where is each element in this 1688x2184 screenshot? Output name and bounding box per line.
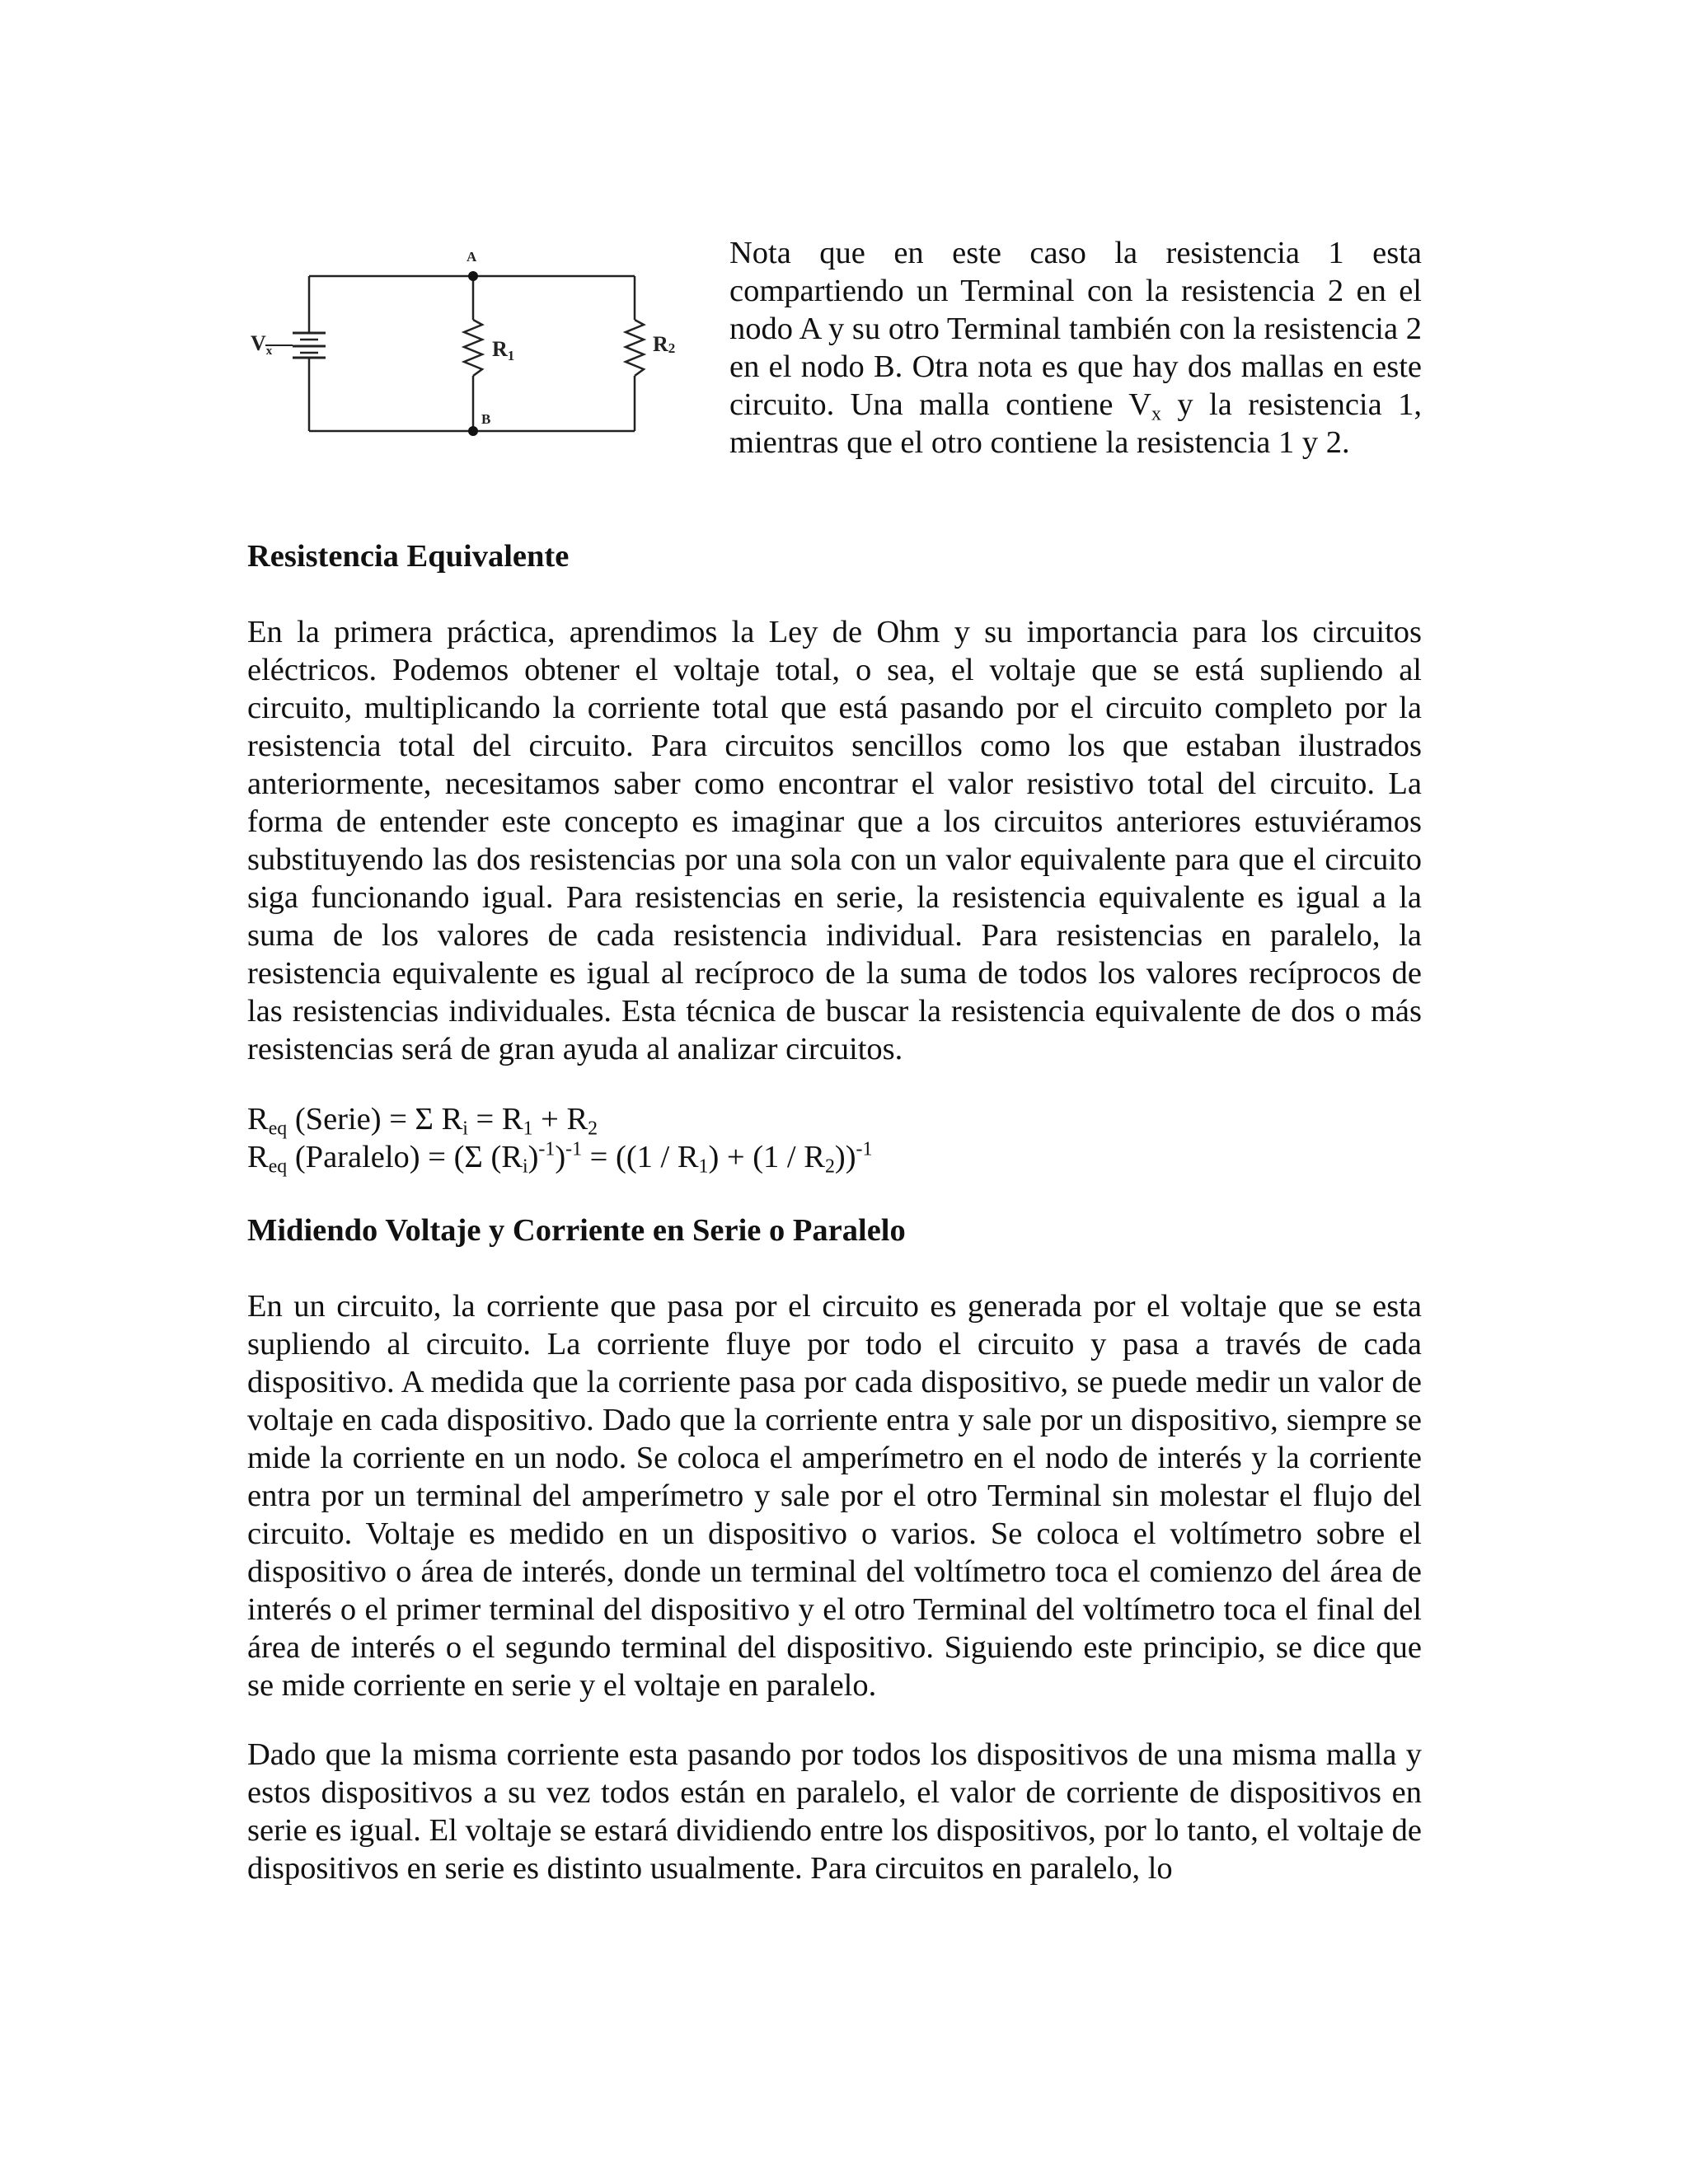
source-label: Vx: [251, 331, 273, 358]
paragraph-resistencia-equivalente: En la primera práctica, aprendimos la Ley de Ohm y su importancia para los circuitos eléctricos. Podemos obtener el voltaje total, o sea, el voltaje que se está supliendo al circuito, multiplicando la corriente total que está pasando por el circuito completo por la resistencia total del circuito. Para circuitos sencillos como los que estaban ilustrados anteriormente, necesitamos saber como encontrar el valor resistivo total del circuito. La forma de entender este concepto es imaginar que a los circuitos anteriores estuviéramos substituyendo las dos resistencias por una sola con un valor equivalente para que el circuito siga funcionando igual. Para resistencias en serie, la resistencia equivalente es igual a la suma de los valores de cada resistencia individual. Para resistencias en paralelo, la resistencia equivalente es igual al recíproco de la suma de todos los valores recíprocos de las resistencias individuales. Esta técnica de buscar la resistencia equivalente de dos o más resistencias será de gran ayuda al analizar circuitos.: [247, 615, 1422, 1066]
battery-icon: [265, 333, 326, 358]
node-b-label: B: [481, 411, 491, 427]
formula-serie: $R_{eq}$ (Serie) = Σ $R_i = R_1 + R_2$: [247, 1102, 598, 1140]
paragraph-midiendo-2: Dado que la misma corriente esta pasando por todos los dispositivos de una misma malla y estos dispositivos a su vez todos están en paralelo, el valor de corriente de dispositivos en serie es igual. El voltaje se estará dividiendo entre los dispositivos, por lo tanto, el voltaje de dispositivos en serie es distinto usualmente. Para circuitos en paralelo, lo: [247, 1737, 1422, 1886]
section-heading-midiendo: Midiendo Voltaje y Corriente en Serie o Paralelo: [247, 1213, 906, 1248]
r1-label: R1: [492, 337, 515, 363]
node-b-dot: [468, 426, 478, 436]
node-a-label: A: [467, 249, 477, 265]
r2-label: R2: [653, 332, 676, 356]
circuit-diagram: [247, 241, 709, 455]
node-a-dot: [468, 271, 478, 281]
circuit-note: Nota que en este caso la resistencia 1 esta compartiendo un Terminal con la resistencia 2 en el nodo A y su otro Terminal también con la resistencia 2 en el nodo B. Otra nota es que hay dos mallas en este circuito. Una malla contiene $V_x$ y la resistencia 1, mientras que el otro contiene la resistencia 1 y 2.: [729, 236, 1422, 460]
formula-paralelo: $R_{eq}$ (Paralelo) = (Σ $(R_i)^{-1})^{-1} = ((1 / R_1) + (1 / R_2))^{-1}$: [247, 1138, 873, 1178]
resistor-r2-icon: [626, 320, 644, 376]
section-heading-resistencia-equivalente: Resistencia Equivalente: [247, 539, 570, 574]
resistor-r1-icon: [464, 320, 482, 376]
paragraph-midiendo-1: En un circuito, la corriente que pasa por el circuito es generada por el voltaje que se esta supliendo al circuito. La corriente fluye por todo el circuito y pasa a través de cada dispositivo. A medida que la corriente pasa por cada dispositivo, se puede medir un valor de voltaje en cada dispositivo. Dado que la corriente entra y sale por un dispositivo, siempre se mide la corriente en un nodo. Se coloca el amperímetro en el nodo de interés y la corriente entra por un terminal del amperímetro y sale por el otro Terminal sin molestar el flujo del circuito. Voltaje es medido en un dispositivo o varios. Se coloca el voltímetro sobre el dispositivo o área de interés, donde un terminal del voltímetro toca el comienzo del área de interés o el primer terminal del dispositivo y el otro Terminal del voltímetro toca el final del área de interés o el segundo terminal del dispositivo. Siguiendo este principio, se dice que se mide corriente en serie y el voltaje en paralelo.: [247, 1289, 1422, 1703]
